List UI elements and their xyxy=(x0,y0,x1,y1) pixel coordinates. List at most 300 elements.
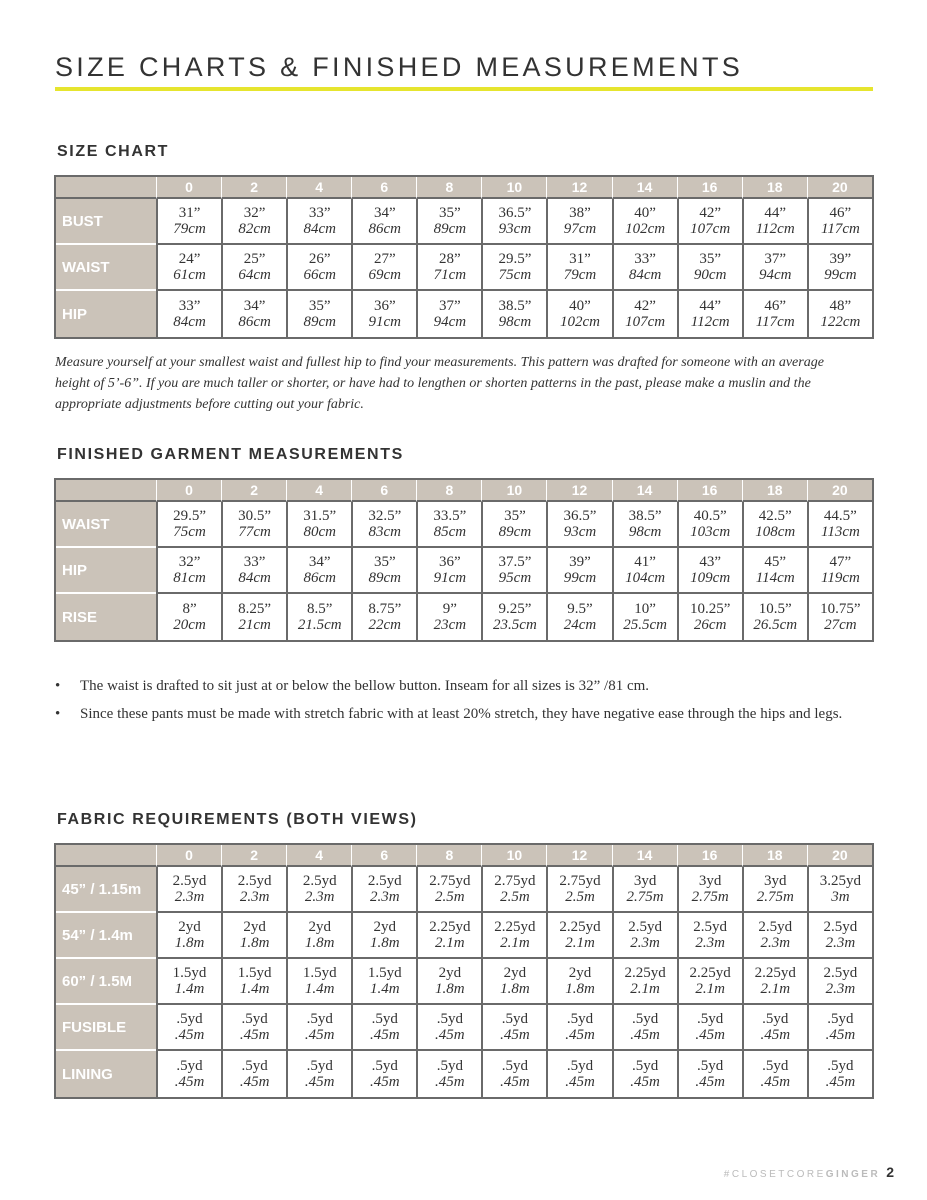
imperial-value: 2.5yd xyxy=(302,873,337,889)
metric-value: 75cm xyxy=(498,267,532,283)
imperial-value: .5yd xyxy=(371,1058,398,1074)
imperial-value: 8.5” xyxy=(306,601,333,617)
imperial-value: 37” xyxy=(764,251,787,267)
metric-value: 2.5m xyxy=(435,889,465,905)
imperial-value: 31.5” xyxy=(303,508,337,524)
table-cell xyxy=(156,548,221,594)
size-header: 10 xyxy=(481,480,546,502)
imperial-value: 31” xyxy=(569,251,591,267)
imperial-value: .5yd xyxy=(306,1058,333,1074)
imperial-value: 38” xyxy=(569,205,591,221)
table-cell xyxy=(807,1005,872,1051)
metric-value: 3m xyxy=(831,889,850,905)
metric-value: 1.8m xyxy=(174,935,205,951)
table-cell xyxy=(807,199,872,245)
metric-value: 66cm xyxy=(303,267,336,283)
table-cell xyxy=(156,245,221,291)
note-item: • The waist is drafted to sit just at or below the bellow button. Inseam for all sizes is 32” /81 cm. xyxy=(55,678,650,694)
imperial-value: .5yd xyxy=(436,1058,463,1074)
corner-cell xyxy=(56,177,156,199)
metric-value: 98cm xyxy=(628,524,662,540)
size-header: 2 xyxy=(221,845,286,867)
table-cell xyxy=(481,291,546,337)
row-label: BUST xyxy=(56,199,156,245)
table-cell xyxy=(612,867,677,913)
table-cell xyxy=(546,245,611,291)
imperial-value: 42.5” xyxy=(758,508,792,524)
table-cell xyxy=(612,913,677,959)
metric-value: 91cm xyxy=(433,570,467,586)
table-cell xyxy=(416,502,481,548)
metric-value: 79cm xyxy=(563,267,597,283)
table-cell xyxy=(807,548,872,594)
table-cell xyxy=(351,548,416,594)
metric-value: .45m xyxy=(239,1074,270,1090)
imperial-value: 2.75yd xyxy=(559,873,601,889)
table-cell xyxy=(156,1005,221,1051)
metric-value: 1.8m xyxy=(304,935,335,951)
table-cell xyxy=(156,594,221,640)
metric-value: 2.3m xyxy=(174,889,205,905)
table-cell xyxy=(416,291,481,337)
metric-value: 27cm xyxy=(824,617,857,633)
imperial-value: 10.75” xyxy=(820,601,861,617)
table-cell xyxy=(221,245,286,291)
table-cell xyxy=(546,959,611,1005)
table-cell xyxy=(416,959,481,1005)
table-cell xyxy=(351,199,416,245)
table-cell xyxy=(351,1005,416,1051)
imperial-value: 32” xyxy=(243,205,266,221)
corner-cell xyxy=(56,480,156,502)
table-cell xyxy=(546,548,611,594)
table-cell xyxy=(221,199,286,245)
size-header: 6 xyxy=(351,845,416,867)
table-cell xyxy=(156,867,221,913)
imperial-value: .5yd xyxy=(631,1058,659,1074)
imperial-value: 2.25yd xyxy=(494,919,536,935)
row-label: LINING xyxy=(56,1051,156,1097)
table-cell xyxy=(677,594,742,640)
table-row xyxy=(56,913,872,959)
imperial-value: 36.5” xyxy=(498,205,532,221)
imperial-value: 3.25yd xyxy=(819,873,862,889)
metric-value: 1.4m xyxy=(239,981,270,997)
metric-value: 90cm xyxy=(693,267,727,283)
corner-cell xyxy=(56,845,156,867)
table-cell xyxy=(286,594,351,640)
metric-value: 69cm xyxy=(368,267,402,283)
table-cell xyxy=(546,913,611,959)
imperial-value: 45” xyxy=(764,554,787,570)
table-cell xyxy=(286,548,351,594)
table-cell xyxy=(416,199,481,245)
metric-value: 77cm xyxy=(238,524,271,540)
footer-hashtag-bold: GINGER xyxy=(825,1169,881,1180)
table-cell xyxy=(416,913,481,959)
size-header: 18 xyxy=(742,480,807,502)
metric-value: 61cm xyxy=(173,267,206,283)
table-row xyxy=(56,548,872,594)
table-cell xyxy=(351,502,416,548)
metric-value: 91cm xyxy=(368,314,402,330)
table-row xyxy=(56,594,872,640)
metric-value: 80cm xyxy=(303,524,336,540)
finished-measurements-heading: FINISHED GARMENT MEASUREMENTS xyxy=(57,446,404,463)
metric-value: 86cm xyxy=(238,314,271,330)
table-cell xyxy=(221,291,286,337)
imperial-value: 27” xyxy=(373,251,396,267)
table-cell xyxy=(677,245,742,291)
size-header: 8 xyxy=(416,177,481,199)
metric-value: 2.75m xyxy=(626,889,664,905)
size-header-row xyxy=(56,177,872,199)
size-header: 2 xyxy=(221,177,286,199)
imperial-value: 46” xyxy=(764,298,787,314)
table-cell xyxy=(612,548,677,594)
imperial-value: 44” xyxy=(764,205,787,221)
metric-value: 114cm xyxy=(755,570,795,586)
imperial-value: 2.25yd xyxy=(754,965,796,981)
imperial-value: 2.5yd xyxy=(693,919,728,935)
table-cell xyxy=(481,502,546,548)
table-cell xyxy=(221,548,286,594)
table-cell xyxy=(677,959,742,1005)
size-header: 16 xyxy=(677,845,742,867)
metric-value: 2.3m xyxy=(695,935,725,951)
metric-value: 107cm xyxy=(690,221,731,237)
metric-value: 2.1m xyxy=(630,981,660,997)
imperial-value: 39” xyxy=(569,554,591,570)
page-footer xyxy=(724,1164,894,1180)
metric-value: 112cm xyxy=(690,314,730,330)
metric-value: 2.3m xyxy=(630,935,660,951)
imperial-value: 2yd xyxy=(178,919,201,935)
size-header: 20 xyxy=(807,177,872,199)
metric-value: 24cm xyxy=(563,617,597,633)
metric-value: 86cm xyxy=(303,570,336,586)
imperial-value: 35” xyxy=(439,205,461,221)
metric-value: 81cm xyxy=(173,570,206,586)
row-label: HIP xyxy=(56,548,156,594)
finished-measurements-table xyxy=(54,478,874,642)
imperial-value: 35” xyxy=(504,508,526,524)
note-text: The waist is drafted to sit just at or below the bellow button. Inseam for all sizes is 32” /81 cm. xyxy=(80,678,650,694)
size-header-row xyxy=(56,480,872,502)
metric-value: 89cm xyxy=(433,221,467,237)
metric-value: 1.4m xyxy=(304,981,335,997)
table-cell xyxy=(612,291,677,337)
table-cell xyxy=(286,1051,351,1097)
size-chart-heading: SIZE CHART xyxy=(57,143,169,160)
finished-notes xyxy=(55,676,865,732)
size-header: 0 xyxy=(156,177,221,199)
imperial-value: .5yd xyxy=(697,1058,724,1074)
imperial-value: 28” xyxy=(439,251,461,267)
table-cell xyxy=(156,913,221,959)
metric-value: 1.8m xyxy=(435,981,465,997)
table-cell xyxy=(286,867,351,913)
imperial-value: 33” xyxy=(178,298,201,314)
table-cell xyxy=(742,502,807,548)
table-cell xyxy=(742,245,807,291)
metric-value: 2.1m xyxy=(435,935,465,951)
table-cell xyxy=(807,291,872,337)
fabric-requirements-table xyxy=(54,843,874,1099)
imperial-value: .5yd xyxy=(501,1058,529,1074)
footer-hashtag: #CLOSETCORE xyxy=(723,1169,826,1180)
metric-value: 75cm xyxy=(173,524,206,540)
imperial-value: .5yd xyxy=(631,1011,659,1027)
metric-value: .45m xyxy=(695,1027,725,1043)
table-row xyxy=(56,502,872,548)
metric-value: 99cm xyxy=(563,570,597,586)
imperial-value: 1.5yd xyxy=(172,965,207,981)
metric-value: 122cm xyxy=(820,314,861,330)
metric-value: 93cm xyxy=(498,221,532,237)
imperial-value: 32” xyxy=(178,554,201,570)
row-label: WAIST xyxy=(56,502,156,548)
page-number: 2 xyxy=(886,1164,894,1180)
metric-value: 93cm xyxy=(563,524,597,540)
row-label: HIP xyxy=(56,291,156,337)
imperial-value: 29.5” xyxy=(173,508,206,524)
size-header: 0 xyxy=(156,845,221,867)
metric-value: 1.8m xyxy=(369,935,400,951)
metric-value: 20cm xyxy=(173,617,206,633)
size-header: 10 xyxy=(481,845,546,867)
imperial-value: 3yd xyxy=(633,873,657,889)
imperial-value: 2.5yd xyxy=(628,919,662,935)
row-label: 60” / 1.5M xyxy=(56,959,156,1005)
imperial-value: 38.5” xyxy=(498,298,532,314)
metric-value: 2.3m xyxy=(825,981,856,997)
metric-value: 84cm xyxy=(303,221,336,237)
table-cell xyxy=(286,199,351,245)
imperial-value: 32.5” xyxy=(368,508,402,524)
table-cell xyxy=(221,1051,286,1097)
table-cell xyxy=(677,548,742,594)
metric-value: 119cm xyxy=(820,570,860,586)
table-cell xyxy=(742,867,807,913)
table-cell xyxy=(286,959,351,1005)
table-cell xyxy=(351,1051,416,1097)
table-cell xyxy=(351,959,416,1005)
table-cell xyxy=(481,867,546,913)
imperial-value: .5yd xyxy=(566,1011,594,1027)
table-row xyxy=(56,291,872,337)
table-cell xyxy=(156,502,221,548)
size-header: 8 xyxy=(416,845,481,867)
imperial-value: 2.5yd xyxy=(823,919,858,935)
size-chart-note: Measure yourself at your smallest waist and fullest hip to find your measurements. This pattern was drafted for someone with an average height of 5’-6”. If you are much taller or shorter, or have had to lengthen or shorten patterns in the past, please make a muslin and the appropriate adjustments before cutting out your fabric. xyxy=(55,355,824,412)
table-cell xyxy=(546,594,611,640)
table-cell xyxy=(221,594,286,640)
imperial-value: 37.5” xyxy=(498,554,532,570)
metric-value: 2.1m xyxy=(760,981,791,997)
size-header: 4 xyxy=(286,480,351,502)
size-header: 18 xyxy=(742,845,807,867)
table-cell xyxy=(221,959,286,1005)
metric-value: 85cm xyxy=(433,524,467,540)
imperial-value: 2yd xyxy=(373,919,397,935)
metric-value: 97cm xyxy=(563,221,597,237)
imperial-value: 31” xyxy=(178,205,201,221)
imperial-value: .5yd xyxy=(501,1011,529,1027)
imperial-value: 35” xyxy=(699,251,721,267)
metric-value: 1.4m xyxy=(174,981,205,997)
table-cell xyxy=(612,199,677,245)
metric-value: 94cm xyxy=(758,267,792,283)
imperial-value: 2.5yd xyxy=(367,873,402,889)
metric-value: 25.5cm xyxy=(623,617,667,633)
table-cell xyxy=(351,291,416,337)
table-cell xyxy=(807,913,872,959)
table-row xyxy=(56,867,872,913)
size-header: 6 xyxy=(351,177,416,199)
size-header: 14 xyxy=(612,177,677,199)
metric-value: 102cm xyxy=(625,221,666,237)
imperial-value: .5yd xyxy=(827,1011,854,1027)
table-cell xyxy=(286,291,351,337)
row-label: FUSIBLE xyxy=(56,1005,156,1051)
imperial-value: .5yd xyxy=(566,1058,594,1074)
table-cell xyxy=(416,245,481,291)
metric-value: 2.1m xyxy=(695,981,725,997)
table-cell xyxy=(221,1005,286,1051)
table-cell xyxy=(546,291,611,337)
size-header: 2 xyxy=(221,480,286,502)
metric-value: 23cm xyxy=(433,617,467,633)
imperial-value: 1.5yd xyxy=(302,965,337,981)
metric-value: 84cm xyxy=(628,267,662,283)
imperial-value: 48” xyxy=(829,298,852,314)
metric-value: 1.8m xyxy=(565,981,595,997)
metric-value: .45m xyxy=(630,1027,660,1043)
metric-value: 117cm xyxy=(755,314,795,330)
table-cell xyxy=(546,867,611,913)
table-cell xyxy=(481,1051,546,1097)
table-row xyxy=(56,199,872,245)
table-cell xyxy=(612,594,677,640)
metric-value: .45m xyxy=(760,1027,791,1043)
metric-value: .45m xyxy=(239,1027,270,1043)
metric-value: .45m xyxy=(435,1027,465,1043)
table-cell xyxy=(156,199,221,245)
imperial-value: 36” xyxy=(439,554,461,570)
table-cell xyxy=(286,913,351,959)
table-cell xyxy=(742,594,807,640)
imperial-value: 8.25” xyxy=(238,601,272,617)
imperial-value: .5yd xyxy=(241,1058,268,1074)
table-cell xyxy=(481,245,546,291)
metric-value: .45m xyxy=(630,1074,660,1090)
size-header: 4 xyxy=(286,177,351,199)
imperial-value: 2yd xyxy=(503,965,527,981)
table-cell xyxy=(286,502,351,548)
imperial-value: .5yd xyxy=(371,1011,398,1027)
imperial-value: 33” xyxy=(243,554,266,570)
table-cell xyxy=(156,959,221,1005)
imperial-value: 2.5yd xyxy=(172,873,207,889)
metric-value: .45m xyxy=(500,1074,530,1090)
metric-value: 79cm xyxy=(173,221,206,237)
imperial-value: 35” xyxy=(373,554,396,570)
imperial-value: 34” xyxy=(243,298,266,314)
metric-value: .45m xyxy=(304,1074,335,1090)
size-header: 20 xyxy=(807,480,872,502)
table-cell xyxy=(221,913,286,959)
metric-value: 98cm xyxy=(498,314,532,330)
metric-value: .45m xyxy=(369,1074,400,1090)
imperial-value: 3yd xyxy=(698,873,722,889)
table-cell xyxy=(807,502,872,548)
size-header: 0 xyxy=(156,480,221,502)
imperial-value: 47” xyxy=(829,554,852,570)
imperial-value: 2yd xyxy=(243,919,266,935)
table-cell xyxy=(807,1051,872,1097)
metric-value: 103cm xyxy=(690,524,731,540)
table-cell xyxy=(156,1051,221,1097)
imperial-value: 26” xyxy=(308,251,331,267)
table-cell xyxy=(612,1005,677,1051)
size-chart-table xyxy=(54,175,874,339)
imperial-value: 8” xyxy=(182,601,197,617)
imperial-value: 9” xyxy=(442,601,457,617)
metric-value: 2.5m xyxy=(565,889,595,905)
imperial-value: 1.5yd xyxy=(237,965,272,981)
table-cell xyxy=(416,594,481,640)
metric-value: 104cm xyxy=(625,570,666,586)
metric-value: 99cm xyxy=(824,267,857,283)
imperial-value: 41” xyxy=(634,554,656,570)
size-header: 18 xyxy=(742,177,807,199)
table-cell xyxy=(742,959,807,1005)
metric-value: 23.5cm xyxy=(493,617,537,633)
metric-value: 102cm xyxy=(560,314,600,330)
metric-value: 84cm xyxy=(238,570,271,586)
metric-value: 84cm xyxy=(173,314,206,330)
fabric-requirements-heading: FABRIC REQUIREMENTS (BOTH VIEWS) xyxy=(57,811,418,828)
imperial-value: 43” xyxy=(699,554,721,570)
imperial-value: 34” xyxy=(373,205,396,221)
table-cell xyxy=(807,867,872,913)
table-cell xyxy=(612,1051,677,1097)
metric-value: 86cm xyxy=(368,221,402,237)
table-cell xyxy=(481,199,546,245)
table-cell xyxy=(481,913,546,959)
metric-value: .45m xyxy=(369,1027,400,1043)
table-cell xyxy=(221,502,286,548)
metric-value: .45m xyxy=(695,1074,725,1090)
table-cell xyxy=(742,913,807,959)
table-cell xyxy=(807,245,872,291)
imperial-value: .5yd xyxy=(306,1011,333,1027)
table-cell xyxy=(481,548,546,594)
size-header: 12 xyxy=(546,845,611,867)
table-cell xyxy=(742,1051,807,1097)
table-cell xyxy=(351,913,416,959)
imperial-value: 40” xyxy=(634,205,656,221)
table-row xyxy=(56,1005,872,1051)
imperial-value: .5yd xyxy=(762,1058,789,1074)
imperial-value: 2yd xyxy=(438,965,462,981)
imperial-value: 10.25” xyxy=(689,601,731,617)
imperial-value: .5yd xyxy=(762,1011,789,1027)
metric-value: 94cm xyxy=(433,314,467,330)
table-cell xyxy=(546,1005,611,1051)
table-cell xyxy=(677,1005,742,1051)
